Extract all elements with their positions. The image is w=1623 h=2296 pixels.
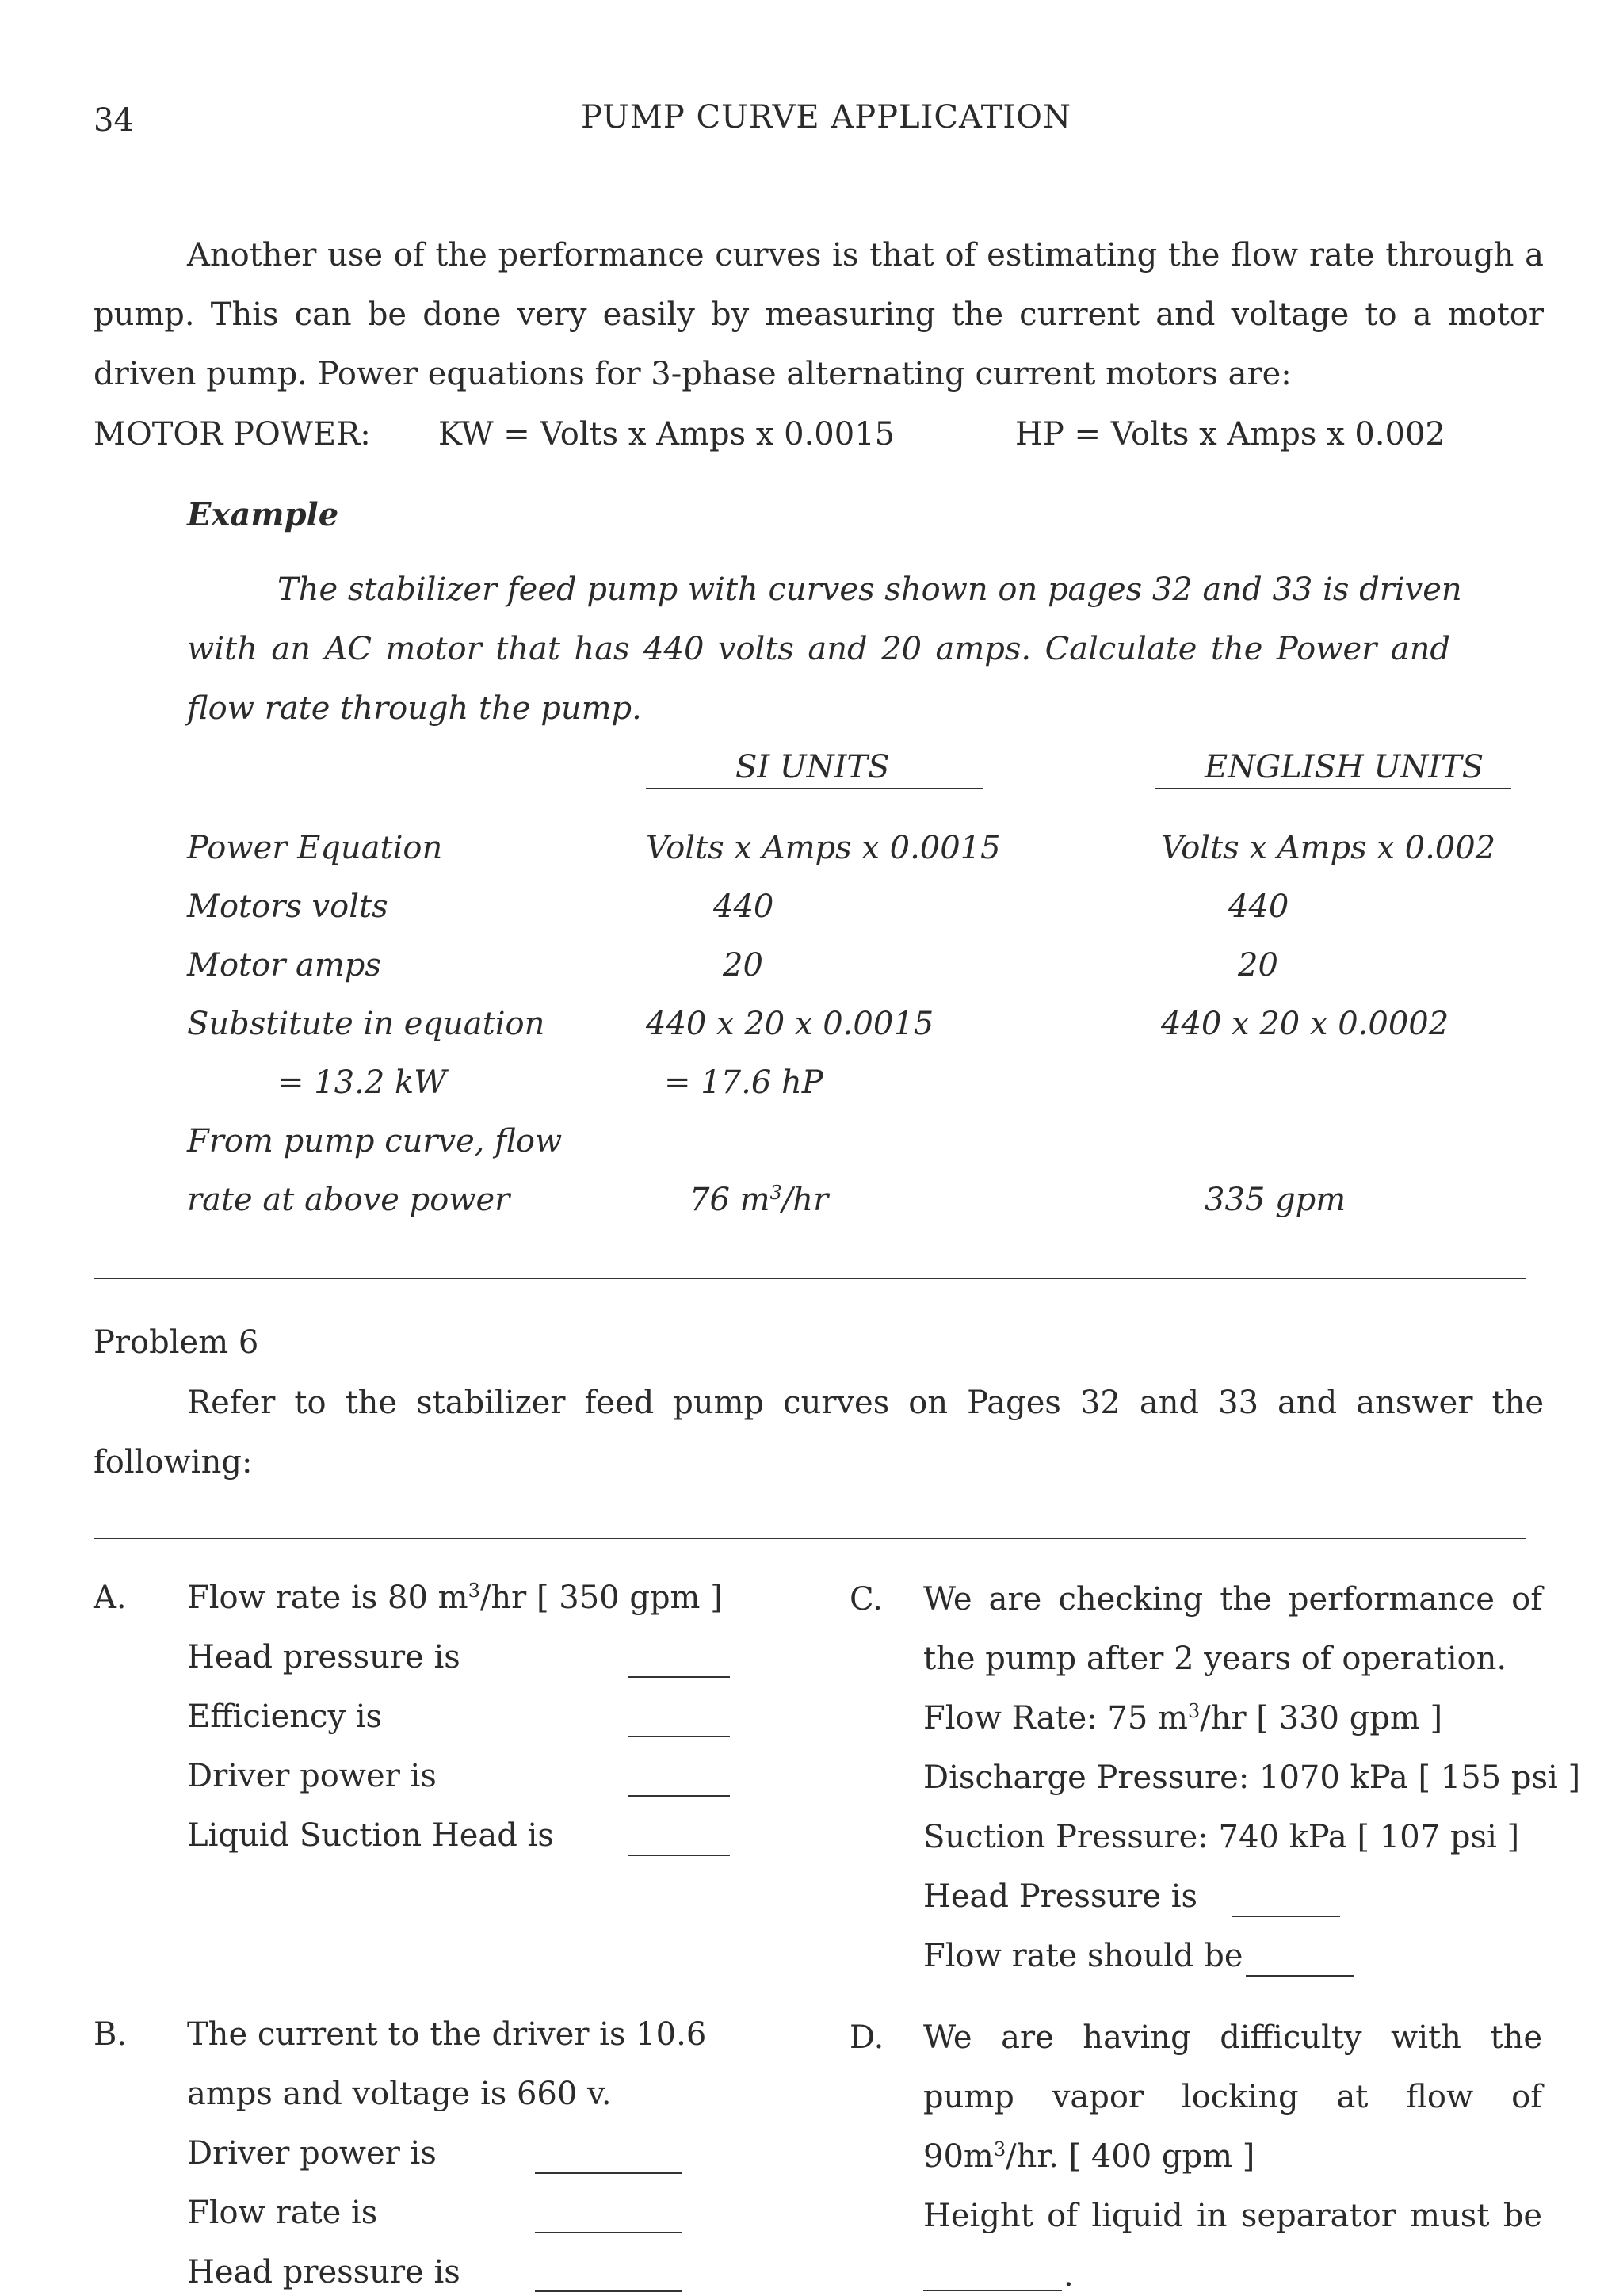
row-label: rate at above power (187, 1182, 510, 1218)
row-label: Motors volts (187, 888, 388, 925)
answer-blank (628, 1795, 730, 1797)
row-label: Motor amps (187, 947, 381, 984)
intro-line-3: driven pump. Power equations for 3-phase alternating current motors are: (94, 356, 1292, 392)
answer-blank (535, 2290, 682, 2292)
row-si-value: 76 $m^3/hr$ (689, 1182, 829, 1218)
row-english-value: Volts x Amps x 0.002 (1161, 830, 1496, 866)
row-label: From pump curve, flow (187, 1123, 563, 1159)
problem-title: Problem 6 (94, 1324, 259, 1361)
example-line-2: with an AC motor that has 440 volts and 20 amps. Calculate the Power and (187, 631, 1450, 667)
example-line-1: The stabilizer feed pump with curves shown on pages 32 and 33 is driven (277, 571, 1462, 608)
question-d-line-5-period: . (1064, 2257, 1074, 2294)
question-d-line-1: We are having difficulty with the (923, 2019, 1542, 2056)
question-b-line-2: amps and voltage is 660 v. (187, 2076, 612, 2112)
row-label: Power Equation (187, 830, 443, 866)
answer-blank (923, 2290, 1062, 2291)
question-c-suction-pressure: Suction Pressure: 740 kPa [ 107 psi ] (923, 1819, 1520, 1855)
question-a-letter: A. (94, 1580, 127, 1616)
answer-blank (1246, 1975, 1354, 1977)
answer-blank (1232, 1916, 1340, 1917)
question-b-letter: B. (94, 2016, 128, 2053)
row-english-value: 440 x 20 x 0.0002 (1161, 1006, 1449, 1042)
question-d-letter: D. (850, 2019, 884, 2056)
row-english-value: 20 (1238, 947, 1278, 984)
row-si-value: 440 (713, 888, 774, 925)
answer-blank (535, 2172, 682, 2174)
row-english-value: 335 gpm (1205, 1182, 1346, 1218)
example-heading: Example (187, 496, 339, 533)
answer-blank (628, 1855, 730, 1856)
problem-line-1: Refer to the stabilizer feed pump curves on Pages 32 and 33 and answer the (187, 1385, 1544, 1421)
example-line-3: flow rate through the pump. (187, 690, 642, 727)
question-c-letter: C. (850, 1581, 883, 1618)
column-header-english-underline (1155, 788, 1511, 789)
kw-equation: KW = Volts x Amps x 0.0015 (438, 416, 896, 453)
motor-power-label: MOTOR POWER: (94, 416, 371, 453)
question-a-item: Efficiency is (187, 1698, 383, 1735)
column-header-si: SI UNITS (735, 749, 890, 785)
row-label: Substitute in equation (187, 1006, 545, 1042)
question-d-line-4: Height of liquid in separator must be (923, 2198, 1542, 2234)
question-d-line-2: pump vapor locking at flow of (923, 2079, 1542, 2115)
intro-line-1: Another use of the performance curves is that of estimating the flow rate through a (187, 237, 1544, 273)
answer-blank (628, 1736, 730, 1737)
answer-blank (628, 1676, 730, 1678)
row-si-value: 20 (723, 947, 763, 984)
row-label: = 13.2 kW (277, 1064, 447, 1101)
question-c-head-pressure: Head Pressure is (923, 1878, 1198, 1915)
question-d-line-3: $90m^3/hr$. [ 400 gpm ] (923, 2138, 1255, 2175)
question-c-line-1: We are checking the performance of (923, 1581, 1542, 1618)
question-b-line-1: The current to the driver is 10.6 (187, 2016, 707, 2053)
row-si-value: 440 x 20 x 0.0015 (646, 1006, 934, 1042)
question-b-item: Driver power is (187, 2135, 437, 2172)
page-title: PUMP CURVE APPLICATION (581, 99, 1071, 136)
intro-line-2: pump. This can be done very easily by measuring the current and voltage to a motor (94, 296, 1544, 333)
section-divider (94, 1278, 1526, 1279)
question-a-item: Liquid Suction Head is (187, 1817, 554, 1854)
answer-blank (535, 2232, 682, 2233)
question-c-line-2: the pump after 2 years of operation. (923, 1641, 1507, 1677)
question-c-discharge-pressure: Discharge Pressure: 1070 kPa [ 155 psi ] (923, 1759, 1581, 1796)
question-b-item: Flow rate is (187, 2195, 378, 2231)
row-english-value: 440 (1228, 888, 1289, 925)
page-number: 34 (94, 102, 134, 139)
problem-divider (94, 1538, 1526, 1539)
row-si-value: = 17.6 hP (664, 1064, 823, 1101)
question-a-line-1: Flow rate is 80 $m^3/hr$ [ 350 gpm ] (187, 1580, 723, 1616)
problem-line-2: following: (94, 1444, 253, 1480)
question-a-item: Driver power is (187, 1758, 437, 1794)
question-b-item: Head pressure is (187, 2254, 460, 2290)
column-header-si-underline (646, 788, 983, 789)
row-si-value: Volts x Amps x 0.0015 (646, 830, 1001, 866)
hp-equation: HP = Volts x Amps x 0.002 (1015, 416, 1445, 453)
question-a-item: Head pressure is (187, 1639, 460, 1675)
question-c-flow-should-be: Flow rate should be (923, 1938, 1243, 1974)
column-header-english: ENGLISH UNITS (1205, 749, 1484, 785)
question-c-flow-rate: Flow Rate: 75 $m^3/hr$ [ 330 gpm ] (923, 1700, 1443, 1736)
